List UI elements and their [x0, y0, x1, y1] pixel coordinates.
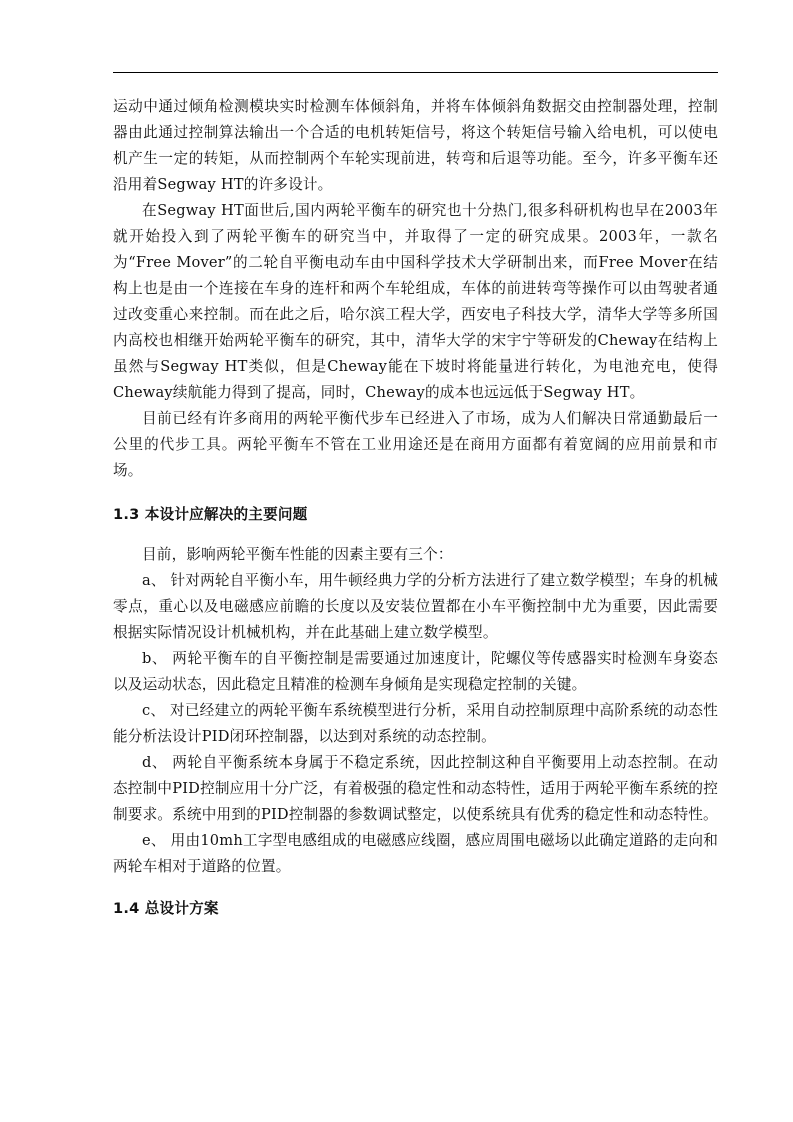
section-heading-1-4: 1.4 总设计方案 — [113, 900, 219, 917]
section-heading-1-3: 1.3 本设计应解决的主要问题 — [113, 506, 308, 523]
document-body — [113, 94, 718, 922]
list-item: c、 对已经建立的两轮平衡车系统模型进行分析，采用自动控制原理中高阶系统的动态性能分析法设计PID闭环控制器，以达到对系统的动态控制。 — [113, 702, 718, 745]
list-item: e、 用由10mh工字型电感组成的电磁感应线圈，感应周围电磁场以此确定道路的走向和两轮车相对于道路的位置。 — [113, 832, 718, 875]
section-intro: 目前，影响两轮平衡车性能的因素主要有三个： — [142, 546, 453, 563]
list-item: a、 针对两轮自平衡小车，用牛顿经典力学的分析方法进行了建立数学模型；车身的机械零点，重心以及电磁感应前瞻的长度以及安装位置都在小车平衡控制中尤为重要，因此需要根据实际情况设计机械机构，并在此基础上建立数学模型。 — [113, 572, 718, 641]
header-rule — [113, 72, 718, 73]
list-item: b、 两轮平衡车的自平衡控制是需要通过加速度计，陀螺仪等传感器实时检测车身姿态以及运动状态，因此稳定且精准的检测车身倾角是实现稳定控制的关键。 — [113, 650, 718, 693]
body-paragraph: 目前已经有许多商用的两轮平衡代步车已经进入了市场，成为人们解决日常通勤最后一公里的代步工具。两轮平衡车不管在工业用途还是在商用方面都有着宽阔的应用前景和市场。 — [113, 410, 718, 479]
list-item: d、 两轮自平衡系统本身属于不稳定系统，因此控制这种自平衡要用上动态控制。在动态控制中PID控制应用十分广泛，有着极强的稳定性和动态特性，适用于两轮平衡车系统的控制要求。系统中用到的PID控制器的参数调试整定，以使系统具有优秀的稳定性和动态特性。 — [113, 754, 718, 823]
body-paragraph: 运动中通过倾角检测模块实时检测车体倾斜角，并将车体倾斜角数据交由控制器处理，控制器由此通过控制算法输出一个合适的电机转矩信号，将这个转矩信号输入给电机，可以使电机产生一定的转矩，从而控制两个车轮实现前进，转弯和后退等功能。至今，许多平衡车还沿用着Segway HT的许多设计。 — [113, 98, 718, 193]
body-paragraph: 在Segway HT面世后,国内两轮平衡车的研究也十分热门,很多科研机构也早在2003年就开始投入到了两轮平衡车的研究当中，并取得了一定的研究成果。2003年，一款名为“Free Mover”的二轮自平衡电动车由中国科学技术大学研制出来，而Free Mover在结构上也是由一个连接在车身的连杆和两个车轮组成，车体的前进转弯等操作可以由驾驶者通过改变重心来控制。而在此之后，哈尔滨工程大学，西安电子科技大学，清华大学等多所国内高校也相继开始两轮平衡车的研究，其中，清华大学的宋宇宁等研发的Cheway在结构上虽然与Segway HT类似，但是Cheway能在下坡时将能量进行转化，为电池充电，使得Cheway续航能力得到了提高，同时，Cheway的成本也远远低于Segway HT。 — [113, 202, 718, 401]
